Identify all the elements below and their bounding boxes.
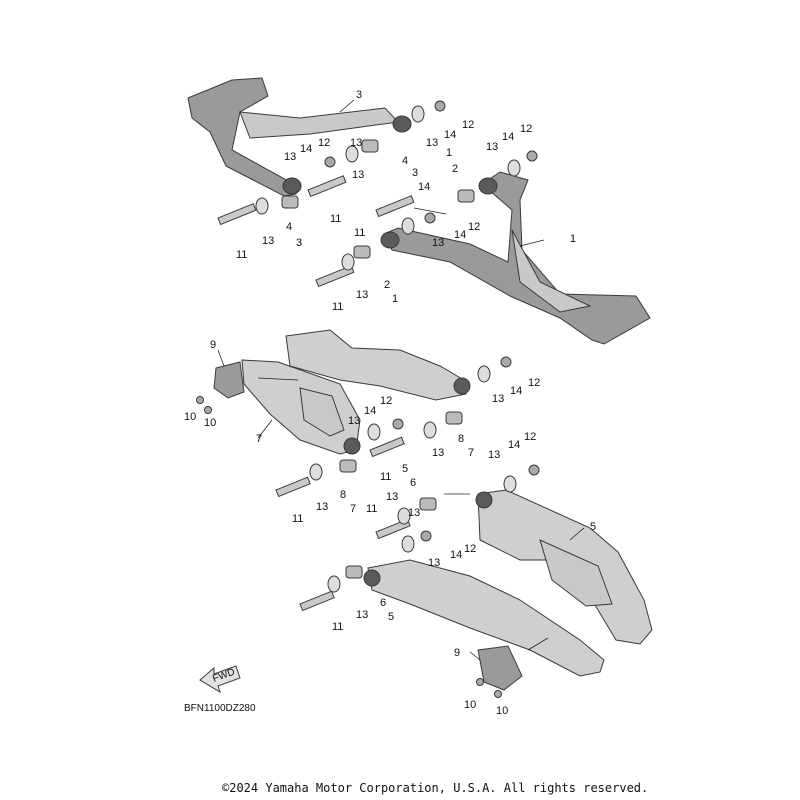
fwd-arrow bbox=[200, 666, 240, 692]
copyright-notice: ©2024 Yamaha Motor Corporation, U.S.A. All rights reserved. bbox=[222, 781, 649, 795]
callout-label: 12 bbox=[462, 119, 475, 131]
callout-label: 5 bbox=[402, 463, 409, 475]
callout-label: 13 bbox=[356, 609, 369, 621]
upper-arm-rear bbox=[188, 78, 411, 196]
callout-label: 14 bbox=[502, 131, 515, 143]
callout-label: 13 bbox=[492, 393, 505, 405]
callout-label: 13 bbox=[426, 137, 439, 149]
callout-label: 2 bbox=[452, 163, 459, 175]
callout-label: 13 bbox=[432, 447, 445, 459]
callout-label: 8 bbox=[458, 433, 465, 445]
callout-label: 12 bbox=[464, 543, 477, 555]
callout-label: 9 bbox=[454, 647, 461, 659]
guard-front bbox=[478, 646, 522, 690]
guard-rear bbox=[214, 362, 244, 398]
callout-label: 13 bbox=[486, 141, 499, 153]
callout-label: 14 bbox=[364, 405, 377, 417]
callout-label: 2 bbox=[384, 279, 391, 291]
callout-label: 11 bbox=[330, 213, 342, 225]
callout-label: 10 bbox=[496, 705, 509, 717]
callout-label: 6 bbox=[380, 597, 387, 609]
callout-label: 11 bbox=[332, 621, 344, 633]
callout-label: 13 bbox=[428, 557, 441, 569]
callout-label: 11 bbox=[354, 227, 366, 239]
callout-label: 13 bbox=[348, 415, 361, 427]
callout-label: 14 bbox=[444, 129, 457, 141]
upper-arm-front bbox=[381, 172, 650, 344]
callout-label: 1 bbox=[392, 293, 399, 305]
callout-label: 4 bbox=[402, 155, 409, 167]
callout-label: 7 bbox=[256, 433, 263, 445]
callout-label: 3 bbox=[412, 167, 419, 179]
callout-label: 13 bbox=[284, 151, 297, 163]
callout-label: 5 bbox=[590, 521, 597, 533]
callout-label: 10 bbox=[204, 417, 217, 429]
callout-label: 13 bbox=[356, 289, 369, 301]
diagram-code: BFN1100DZ280 bbox=[184, 703, 256, 714]
callout-label: 13 bbox=[262, 235, 275, 247]
callout-label: 11 bbox=[332, 301, 344, 313]
callout-label: 12 bbox=[520, 123, 533, 135]
callout-label: 12 bbox=[318, 137, 331, 149]
callout-label: 14 bbox=[508, 439, 521, 451]
callout-label: 13 bbox=[488, 449, 501, 461]
callout-label: 11 bbox=[292, 513, 304, 525]
callout-label: 14 bbox=[300, 143, 313, 155]
callout-label: 6 bbox=[410, 477, 417, 489]
callout-label: 14 bbox=[454, 229, 467, 241]
callout-label: 12 bbox=[380, 395, 393, 407]
callout-label: 14 bbox=[510, 385, 523, 397]
callout-label: 14 bbox=[418, 181, 431, 193]
callout-label: 13 bbox=[352, 169, 365, 181]
callout-label: 13 bbox=[432, 237, 445, 249]
callout-label: 11 bbox=[380, 471, 392, 483]
callout-label: 1 bbox=[570, 233, 577, 245]
fwd-label: FWD bbox=[211, 666, 237, 685]
callout-label: 11 bbox=[236, 249, 248, 261]
callout-label: 10 bbox=[464, 699, 477, 711]
callout-label: 11 bbox=[366, 503, 378, 515]
callout-label: 13 bbox=[316, 501, 329, 513]
callout-label: 3 bbox=[356, 89, 363, 101]
callout-label: 12 bbox=[524, 431, 537, 443]
callout-label: 10 bbox=[184, 411, 197, 423]
callout-label: 7 bbox=[468, 447, 475, 459]
callout-label: 13 bbox=[408, 507, 421, 519]
lower-arm-rear bbox=[242, 330, 470, 454]
callout-label: 9 bbox=[210, 339, 217, 351]
callout-label: 12 bbox=[528, 377, 541, 389]
callout-label: 13 bbox=[350, 137, 363, 149]
callout-label: 14 bbox=[450, 549, 463, 561]
callout-label: 1 bbox=[446, 147, 453, 159]
callout-label: 8 bbox=[340, 489, 347, 501]
callout-label: 13 bbox=[386, 491, 399, 503]
callout-label: 12 bbox=[468, 221, 481, 233]
callout-label: 5 bbox=[388, 611, 395, 623]
callout-label: 7 bbox=[350, 503, 357, 515]
callout-label: 3 bbox=[296, 237, 303, 249]
callout-label: 4 bbox=[286, 221, 293, 233]
